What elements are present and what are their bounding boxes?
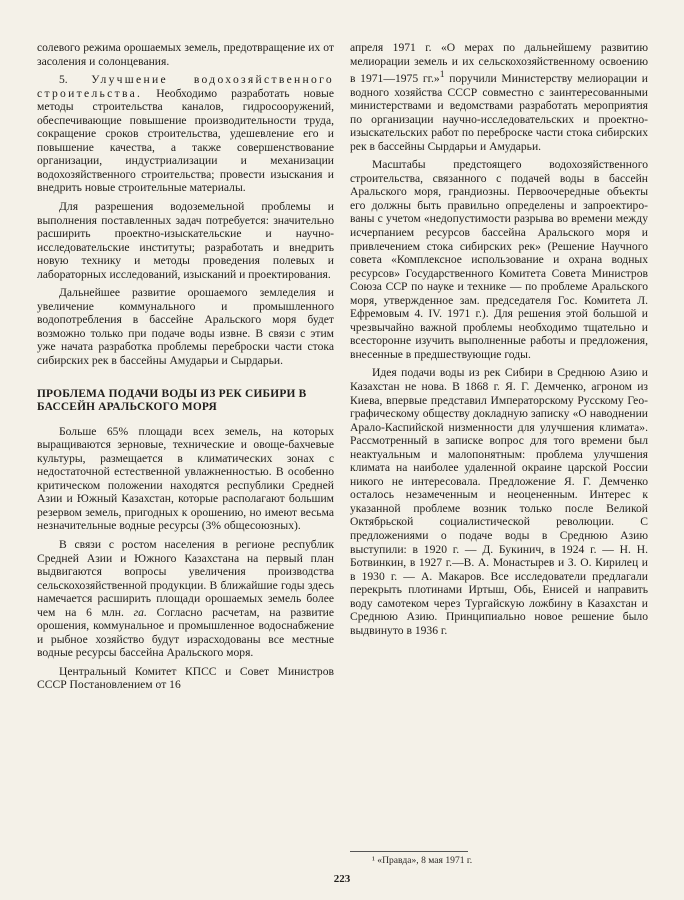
section-heading: ПРОБЛЕМА ПОДАЧИ ВОДЫ ИЗ РЕК СИБИРИ В БАССЕЙН АРАЛЬСКОГО МОРЯ xyxy=(37,387,307,414)
page-number: 223 xyxy=(333,873,351,885)
p6-text-after: Согласно расчетам, на развитие орошения, коммунальное и промышленное водоснабжение и рыбное хозяйство будут израсходованы все местные водные ресурсы бассейна Аральского моря. xyxy=(37,605,334,660)
item-number: 5. xyxy=(59,73,68,87)
r1-text: апреля 1971 г. «О мерах по дальнейшему развитию мелиорации земель и их сельскохозяйственному освоению в 1971—1975 гг.» xyxy=(350,41,648,85)
left-paragraph-3: Для разрешения водоземельной проблемы и выполнения поставленных задач потребуется: значительно расширить проектно-изыскательские и научно-исследовательские институты; разработать и внедрить новую технику и методы проведения полевых и лабораторных исследований, изысканий и проектирования. xyxy=(37,200,334,281)
right-column xyxy=(350,41,648,642)
footnote-rule xyxy=(350,851,468,852)
left-paragraph-5: Больше 65% площади всех земель, на которых выращиваются зерновые, технические и овоще-бахчевые культуры, размещается в климатических зонах с недостаточной естественной увлажненностью. В особенно критическом положении находятся республики Средней Азии и Южный Казахстан, которые располагают большим резервом земель, пригодных к орошению, но имеют весьма незначительные водные ресурсы (3% общесоюзных). xyxy=(37,424,334,533)
item-title: Улучшение водохозяйственного строительства. xyxy=(37,73,334,100)
footnote: ¹ «Правда», 8 мая 1971 г. xyxy=(372,855,473,866)
item-body: Необходимо разработать новые методы строительства каналов, гидросооружений, обеспечивающие повышение производительности труда, сокращение сроков строительства, удешевление его и повышение качества, а также совершенствование организации, индустриализации и механизации водохозяйственного строительства; провести изыскания и внедрить новые строительные материалы. xyxy=(37,86,334,195)
left-paragraph-4: Дальнейшее развитие орошаемого земледелия и увеличение коммунального и промышленного водопотребления в бассейне Аральского моря будет возможно только при подаче воды извне. В связи с этим уже начата разработка проблемы переброски части стока сибирских рек в бассейны Амударьи и Сырдарьи. xyxy=(37,286,334,368)
p6-unit: га. xyxy=(133,605,147,619)
left-paragraph-6 xyxy=(37,538,334,660)
left-column xyxy=(37,41,334,697)
right-paragraph-2: Масштабы предстоящего водохозяйственного строительства, связанного с подачей воды в бассейн Аральского моря, грандиозны. Первоочередные объекты его должны быть правильно определены и запроектированы с учетом «недопустимости разрыва во времени между исчерпанием ресурсов бассейна Аральского моря и привлечением стока сибирских рек» (Решение Научного совета «Комплексное использование и охрана водных ресурсов» Государственного Комитета Совета Министров Союза ССР по науке и технике — по проблеме Аральского моря, утвержденное зам. председателя Гос. Комитета Л. Ефремовым 4. IV. 1971 г.). Для решения этой большой и чрезвычайно важной проблемы необходимо тщательно и всесторонне изучить выполненные работы и предложения, внесенные в предшествующие годы. xyxy=(350,158,648,361)
right-paragraph-1 xyxy=(350,41,648,153)
r1-rest: поручили Министерству мелиорации и водного хозяйства СССР совместно с заинтересованными министерствами и ведомствами разработать мероприятия по организации научно-исследовательских и проектно-изыскательских работ по переброске части стока сибирских рек в бассейны Сырдарьи и Амударьи. xyxy=(350,71,649,153)
p6-text-before: В связи с ростом населения в регионе республик Средней Азии и Южного Казахстана на первый план выдвигаются вопросы увеличения производства сельскохозяйственной продукции. В ближайшие годы здесь намечается расширить площади орошаемых земель более чем на 6 млн. xyxy=(37,537,334,619)
footnote-marker: 1 xyxy=(439,69,445,81)
left-paragraph-1: солевого режима орошаемых земель, предотвращение их от засоления и солонцевания. xyxy=(37,41,334,68)
right-paragraph-3: Идея подачи воды из рек Сибири в Среднюю Азию и Казахстан не нова. В 1868 г. Я. Г. Демченко, агроном из Киева, впервые представил Императорскому Русскому Географическому обществу докладную записку «О наводнении Арало-Каспийской низменности для улучшения климата». Рассмотренный в записке вопрос для того времени был неактуальным и малопонятным: проблема улучшения климата на наиболее удаленной окраине царской России никого не интересовала. Предложение Я. Г. Демченко осталось незамеченным и неоцененным. Интерес к указанной проблеме возник только после Великой Октябрьской социалистической революции. С предложениями о подаче воды в Среднюю Азию выступили: в 1920 г. — Д. Букинич, в 1924 г. — Н. Н. Ботвинкин, в 1927 г.—В. А. Монастырев и З. О. Кирилец и в 1930 г. — А. Макаров. Все исследователи предлагали перекрыть плотинами Иртыш, Обь, Енисей и направить воду самотеком через Тургайскую ложбину в Казахстан и Среднюю Азию. Принципиально новое решение было выдвинуто в 1936 г. xyxy=(350,366,648,637)
left-paragraph-2 xyxy=(37,73,334,195)
left-paragraph-7: Центральный Комитет КПСС и Совет Министров СССР Постановлением от 16 xyxy=(37,664,334,692)
